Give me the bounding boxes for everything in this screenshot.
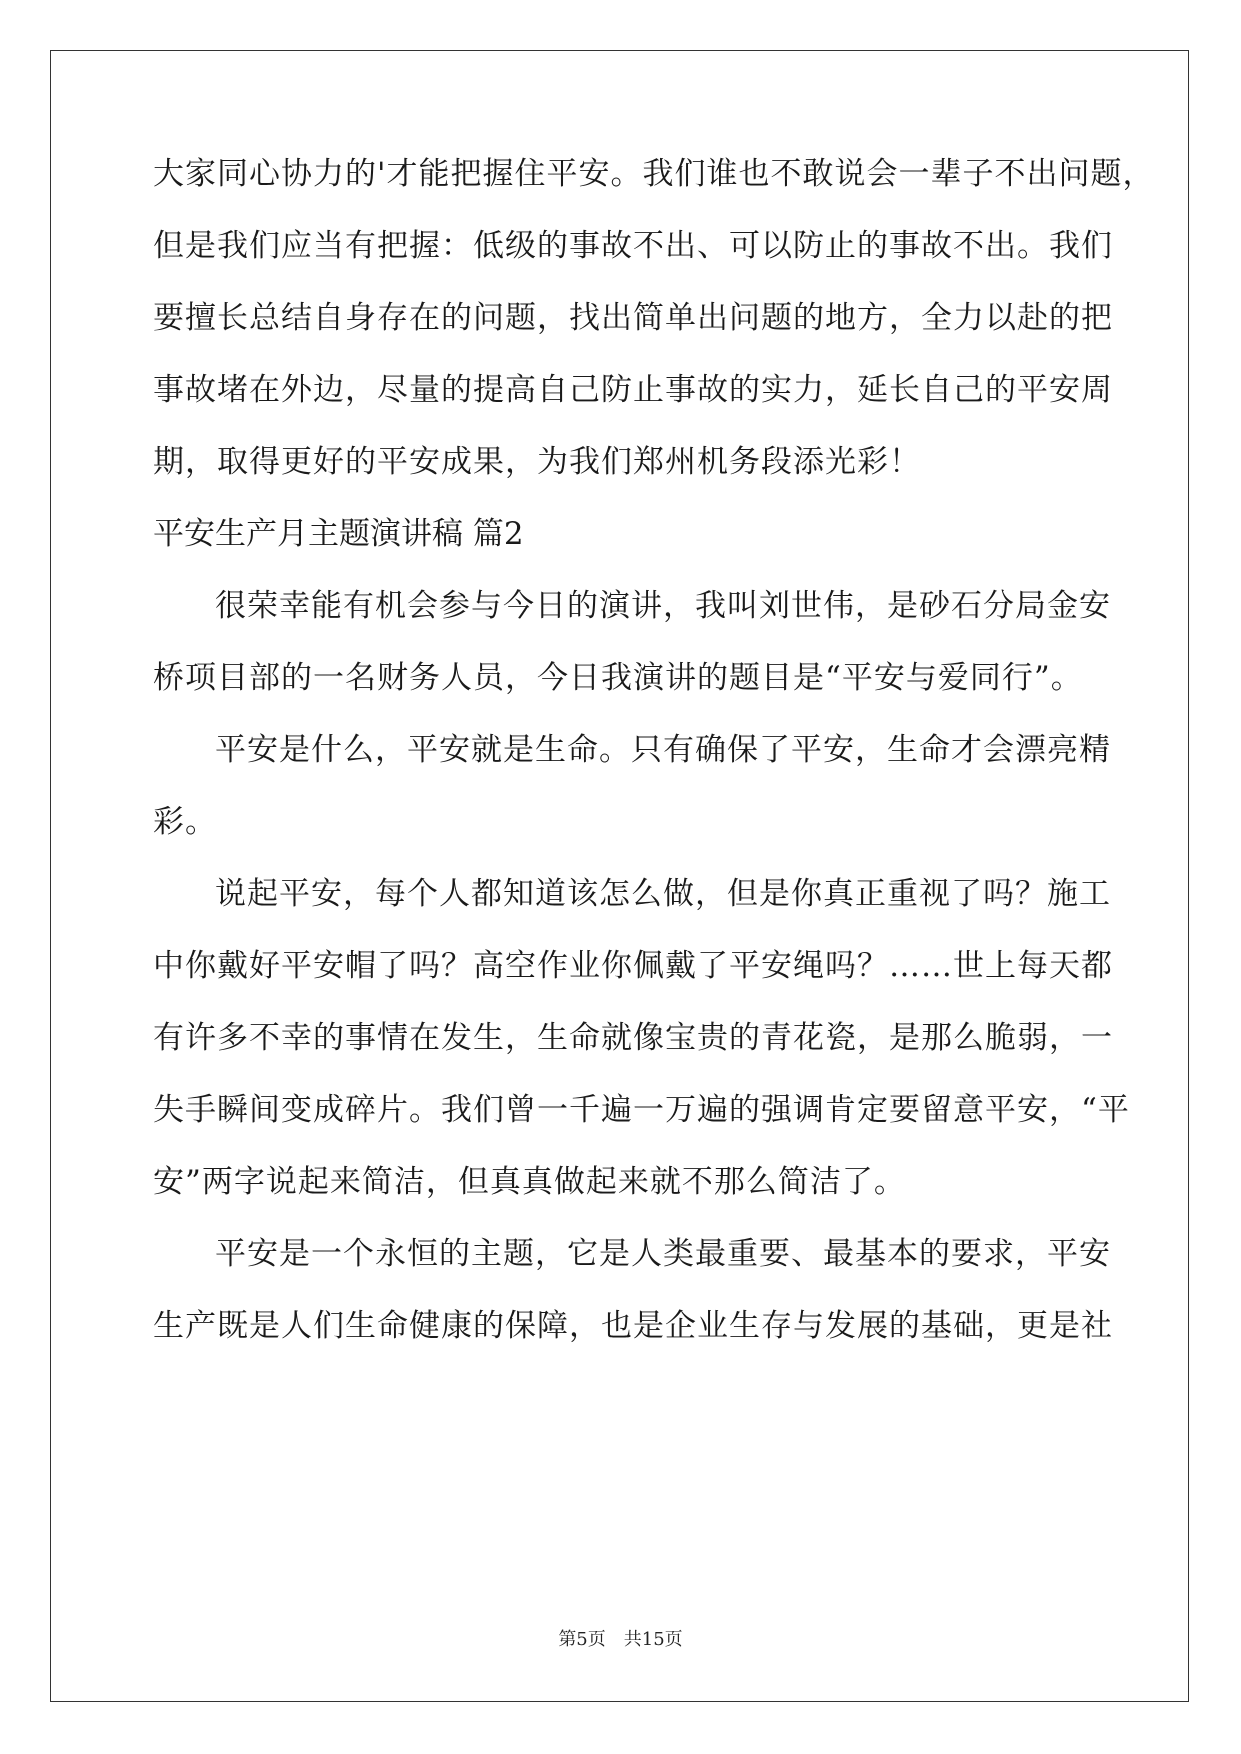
body-line: 但是我们应当有把握：低级的事故不出、可以防止的事故不出。我们: [153, 228, 1113, 264]
body-line: 生产既是人们生命健康的保障，也是企业生存与发展的基础，更是社: [153, 1308, 1113, 1344]
body-line: 大家同心协力的'才能把握住平安。我们谁也不敢说会一辈子不出问题，: [153, 156, 1155, 192]
paragraph-first-line: 说起平安，每个人都知道该怎么做，但是你真正重视了吗？施工: [215, 876, 1111, 912]
body-line: 事故堵在外边，尽量的提高自己防止事故的实力，延长自己的平安周: [153, 372, 1113, 408]
body-line: 要擅长总结自身存在的问题，找出简单出问题的地方，全力以赴的把: [153, 300, 1113, 336]
page-number: 第5页 共15页: [558, 1629, 683, 1650]
body-line: 安”两字说起来简洁，但真真做起来就不那么简洁了。: [153, 1164, 906, 1200]
body-line: 桥项目部的一名财务人员，今日我演讲的题目是“平安与爱同行”。: [153, 660, 1083, 696]
body-line: 有许多不幸的事情在发生，生命就像宝贵的青花瓷，是那么脆弱，一: [153, 1020, 1113, 1056]
paragraph-first-line: 平安是一个永恒的主题，它是人类最重要、最基本的要求，平安: [215, 1236, 1111, 1272]
section-heading: 平安生产月主题演讲稿 篇2: [153, 516, 524, 552]
body-line: 中你戴好平安帽了吗？高空作业你佩戴了平安绳吗？……世上每天都: [153, 948, 1113, 984]
body-line: 失手瞬间变成碎片。我们曾一千遍一万遍的强调肯定要留意平安，“平: [153, 1092, 1130, 1128]
body-line: 期，取得更好的平安成果，为我们郑州机务段添光彩！: [153, 444, 921, 480]
paragraph-first-line: 很荣幸能有机会参与今日的演讲，我叫刘世伟，是砂石分局金安: [215, 588, 1111, 624]
body-line: 彩。: [153, 804, 217, 840]
paragraph-first-line: 平安是什么，平安就是生命。只有确保了平安，生命才会漂亮精: [215, 732, 1111, 768]
